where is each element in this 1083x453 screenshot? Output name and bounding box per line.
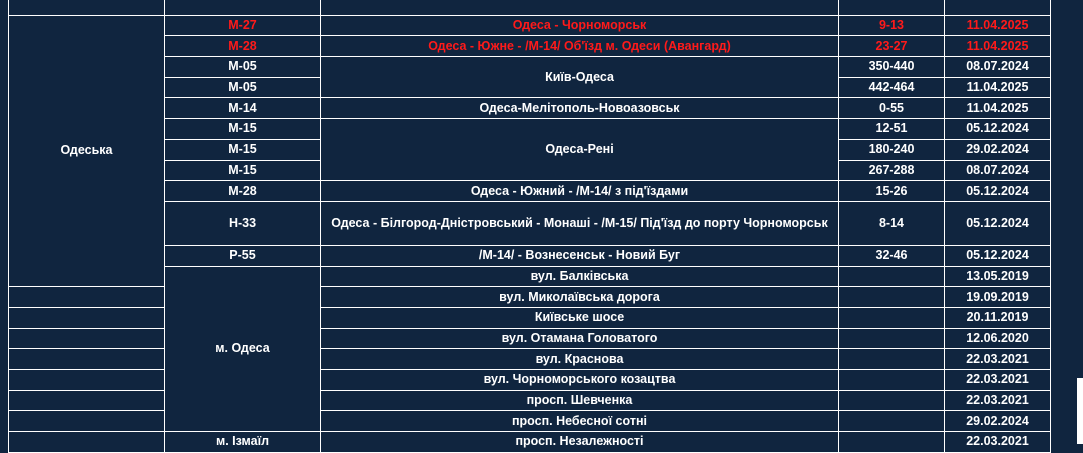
street-cell: вул. Чорноморського козацтва [321, 370, 839, 391]
road-code-cell: М-05 [165, 57, 321, 78]
date-cell: 05.12.2024 [945, 245, 1051, 266]
street-cell: просп. Небесної сотні [321, 411, 839, 432]
road-code-cell: М-15 [165, 139, 321, 160]
region-cell [9, 411, 165, 432]
km-cell [839, 307, 945, 328]
route-cell: Одеса - Чорноморськ [321, 15, 839, 36]
km-cell [839, 411, 945, 432]
region-cell [9, 349, 165, 370]
road-code-cell: М-15 [165, 160, 321, 181]
km-cell [839, 0, 945, 15]
date-cell: 22.03.2021 [945, 432, 1051, 453]
km-cell: 0-55 [839, 98, 945, 119]
date-cell: 12.06.2020 [945, 328, 1051, 349]
date-cell: 22.03.2021 [945, 370, 1051, 391]
km-cell [839, 370, 945, 391]
km-cell: 8-14 [839, 201, 945, 245]
region-cell [9, 307, 165, 328]
date-cell: 05.12.2024 [945, 201, 1051, 245]
km-cell: 12-51 [839, 119, 945, 140]
table-row [9, 201, 1051, 245]
km-cell: 350-440 [839, 57, 945, 78]
km-cell: 32-46 [839, 245, 945, 266]
km-cell [839, 328, 945, 349]
route-cell: Одеса - Южне - /М-14/ Об'їзд м. Одеси (Авангард) [321, 36, 839, 57]
date-cell: 05.12.2024 [945, 181, 1051, 202]
date-cell: 11.04.2025 [945, 15, 1051, 36]
street-cell: вул. Балківська [321, 266, 839, 287]
km-cell: 15-26 [839, 181, 945, 202]
street-cell: просп. Шевченка [321, 390, 839, 411]
route-cell: /М-14/ - Вознесенськ - Новий Буг [321, 245, 839, 266]
region-cell [9, 287, 165, 308]
date-cell: 20.11.2019 [945, 307, 1051, 328]
km-cell: 180-240 [839, 139, 945, 160]
street-cell: Київське шосе [321, 307, 839, 328]
table-row [9, 245, 1051, 266]
date-cell: 29.02.2024 [945, 139, 1051, 160]
region-city-cell: м. Одеса [165, 266, 321, 432]
table-row [9, 0, 1051, 15]
road-code-cell: М-05 [165, 77, 321, 98]
table-row [9, 266, 1051, 287]
road-code-cell [165, 0, 321, 15]
date-cell [945, 0, 1051, 15]
km-cell: 442-464 [839, 77, 945, 98]
date-cell: 13.05.2019 [945, 266, 1051, 287]
table-row [9, 57, 1051, 78]
km-cell: 267-288 [839, 160, 945, 181]
roads-table [8, 0, 1051, 453]
table-row [9, 15, 1051, 36]
route-cell: Одеса-Мелітополь-Новоазовськ [321, 98, 839, 119]
route-cell [321, 0, 839, 15]
km-cell [839, 287, 945, 308]
km-cell [839, 390, 945, 411]
date-cell: 11.04.2025 [945, 98, 1051, 119]
km-cell [839, 349, 945, 370]
date-cell: 22.03.2021 [945, 349, 1051, 370]
road-code-cell: Р-55 [165, 245, 321, 266]
road-code-cell: М-28 [165, 36, 321, 57]
km-cell [839, 432, 945, 453]
table-row [9, 98, 1051, 119]
street-cell: вул. Миколаївська дорога [321, 287, 839, 308]
road-code-cell: М-28 [165, 181, 321, 202]
route-cell: Одеса - Южний - /М-14/ з під'їздами [321, 181, 839, 202]
road-code-cell: Н-33 [165, 201, 321, 245]
region-cell [9, 0, 165, 15]
road-code-cell: М-14 [165, 98, 321, 119]
table-row [9, 36, 1051, 57]
street-cell: вул. Отамана Головатого [321, 328, 839, 349]
km-cell [839, 266, 945, 287]
region-cell [9, 432, 165, 453]
date-cell: 11.04.2025 [945, 36, 1051, 57]
date-cell: 08.07.2024 [945, 57, 1051, 78]
km-cell: 23-27 [839, 36, 945, 57]
street-cell: вул. Краснова [321, 349, 839, 370]
date-cell: 11.04.2025 [945, 77, 1051, 98]
route-cell: Одеса - Білгород-Дністровський - Монаші - /М-15/ Під'їзд до порту Чорноморськ [321, 201, 839, 245]
road-code-cell: М-27 [165, 15, 321, 36]
road-code-cell: М-15 [165, 119, 321, 140]
date-cell: 29.02.2024 [945, 411, 1051, 432]
date-cell: 08.07.2024 [945, 160, 1051, 181]
scrollbar[interactable] [1077, 378, 1083, 444]
street-cell: просп. Незалежності [321, 432, 839, 453]
region-cell [9, 328, 165, 349]
date-cell: 22.03.2021 [945, 390, 1051, 411]
region-cell [9, 370, 165, 391]
table-row [9, 119, 1051, 140]
table-row [9, 181, 1051, 202]
region-cell [9, 390, 165, 411]
date-cell: 05.12.2024 [945, 119, 1051, 140]
region-oblast-cell: Одеська [9, 15, 165, 287]
table-row [9, 432, 1051, 453]
date-cell: 19.09.2019 [945, 287, 1051, 308]
route-cell: Одеса-Рені [321, 119, 839, 181]
route-cell: Київ-Одеса [321, 57, 839, 98]
region-izmail-cell: м. Ізмаїл [165, 432, 321, 453]
km-cell: 9-13 [839, 15, 945, 36]
